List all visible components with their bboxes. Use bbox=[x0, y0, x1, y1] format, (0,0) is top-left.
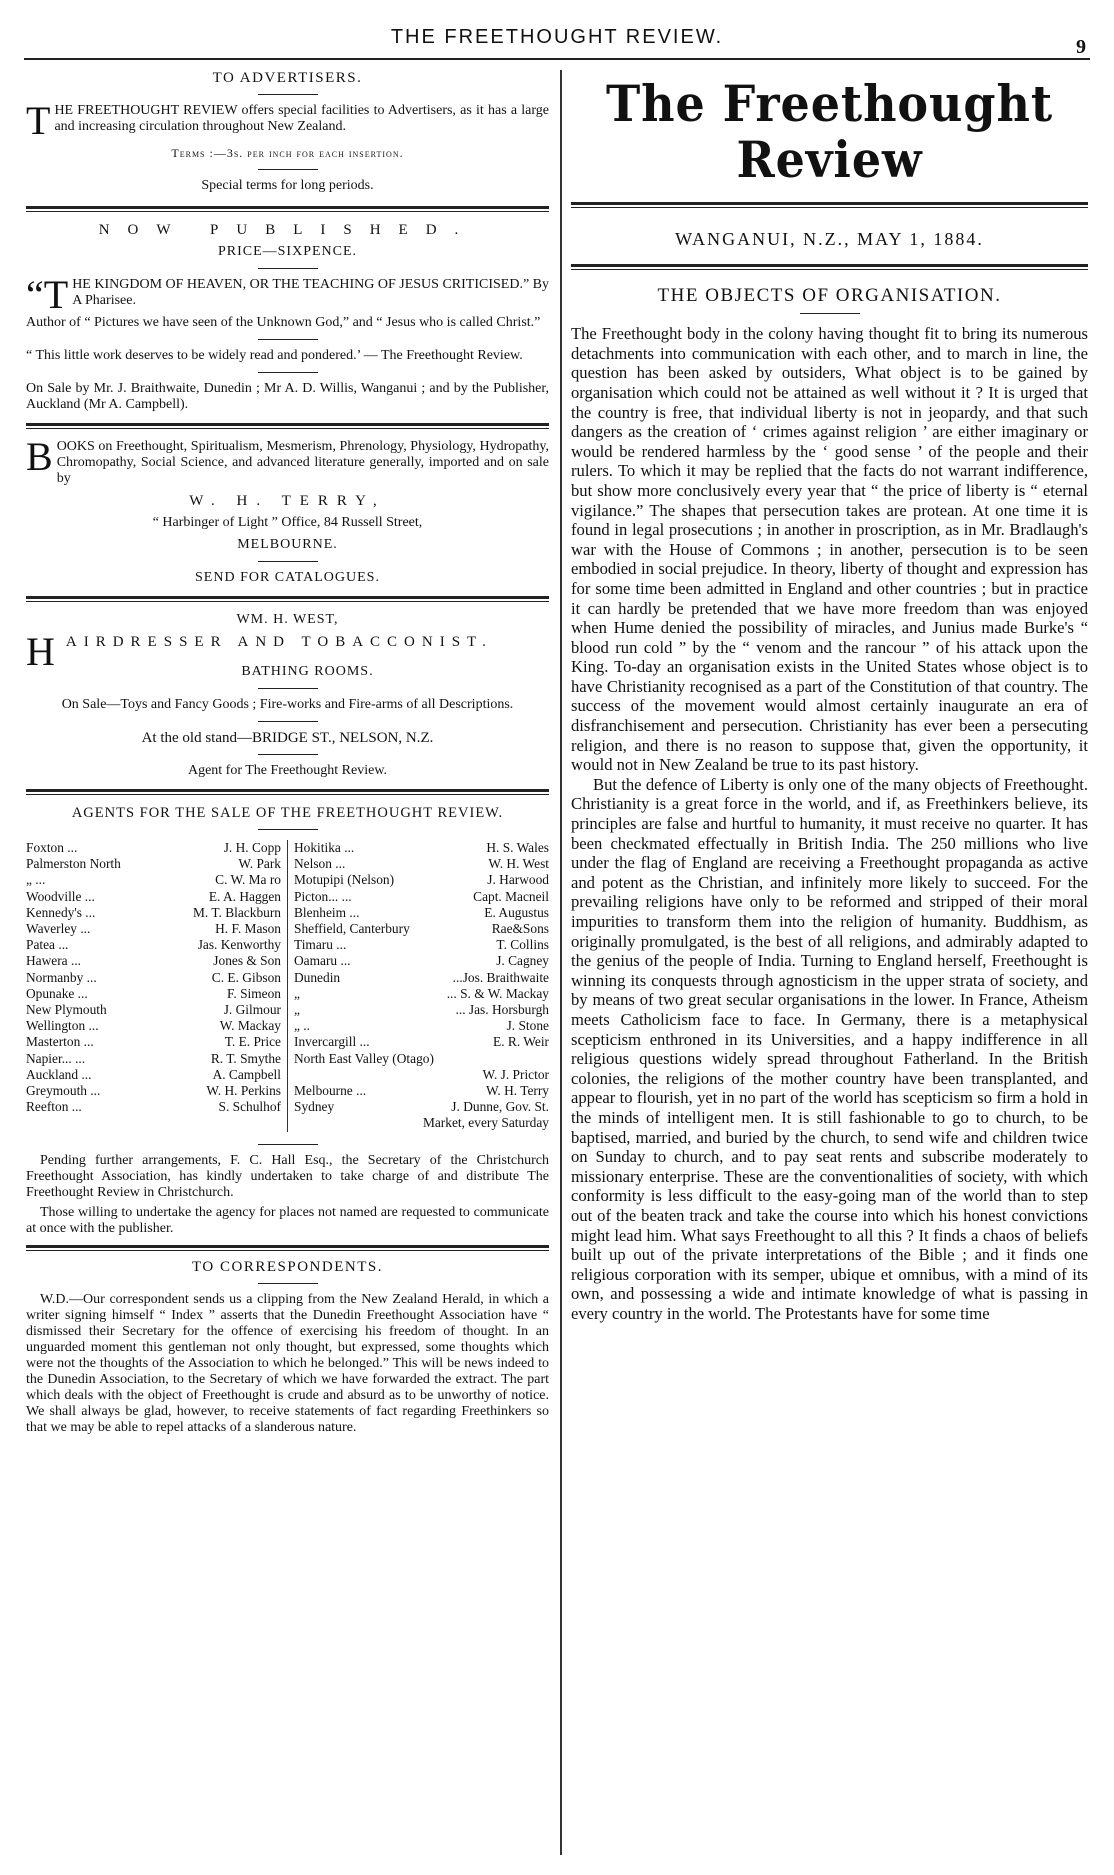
west-on-sale: On Sale—Toys and Fancy Goods ; Fire-works and Fire-arms of all Descriptions. bbox=[61, 697, 514, 712]
section-rule bbox=[26, 1245, 549, 1248]
agent-town: Hokitika ... bbox=[294, 840, 355, 855]
agents-right-column bbox=[288, 840, 549, 1132]
agent-row bbox=[294, 953, 549, 969]
agent-name: W. J. Prictor bbox=[482, 1066, 549, 1082]
agent-town: Reefton ... bbox=[26, 1099, 82, 1115]
agent-name: Rae&Sons bbox=[491, 921, 549, 937]
masthead-rule bbox=[571, 207, 1088, 208]
article-body bbox=[571, 324, 1088, 1323]
send-for-catalogues: SEND FOR CATALOGUES. bbox=[195, 570, 380, 585]
agent-row bbox=[294, 905, 549, 921]
section-rule bbox=[26, 794, 549, 795]
agent-row bbox=[26, 872, 281, 888]
agent-row bbox=[26, 953, 281, 969]
book-title: “THE KINGDOM OF HEAVEN, OR THE TEACHING OF JESUS CRITICISED.” By A Pharisee. bbox=[26, 272, 549, 317]
west-hairdresser-section bbox=[26, 612, 549, 779]
short-rule bbox=[258, 268, 318, 269]
agent-row bbox=[26, 1051, 281, 1067]
agent-row bbox=[26, 937, 281, 953]
agent-name: S. Schulhof bbox=[218, 1099, 281, 1115]
agent-row bbox=[26, 1002, 281, 1018]
agent-name: M. T. Blackburn bbox=[192, 904, 281, 920]
agent-town: „ bbox=[294, 985, 300, 1001]
agent-name: ... Jas. Horsburgh bbox=[455, 1002, 549, 1018]
dropcap-letter: “T bbox=[26, 272, 69, 317]
short-rule bbox=[258, 754, 318, 755]
agent-row bbox=[26, 921, 281, 937]
agent-row bbox=[294, 937, 549, 953]
agents-willing-note: Those willing to undertake the agency for places not named are requested to communicate at once with the publisher. bbox=[26, 1204, 549, 1236]
dateline-rule bbox=[571, 264, 1088, 267]
agent-name: J. Stone bbox=[506, 1018, 549, 1034]
header-rule bbox=[24, 58, 1090, 60]
agent-town: Melbourne ... bbox=[294, 1083, 367, 1099]
dateline: WANGANUI, N.Z., MAY 1, 1884. bbox=[675, 229, 984, 249]
agent-name: J. H. Copp bbox=[223, 840, 281, 855]
agent-name: ...Jos. Braithwaite bbox=[452, 969, 549, 985]
column-divider bbox=[560, 70, 562, 1855]
agent-name: E. Augustus bbox=[484, 904, 549, 920]
short-rule bbox=[258, 94, 318, 95]
agent-name: J. Cagney bbox=[496, 953, 549, 969]
dateline-rule bbox=[571, 269, 1088, 270]
agent-row bbox=[26, 1034, 281, 1050]
agent-name: J. Harwood bbox=[487, 872, 549, 888]
agent-row bbox=[26, 1067, 281, 1083]
dropcap-letter: B bbox=[26, 434, 53, 479]
book-author: Author of “ Pictures we have seen of the Unknown God,” and “ Jesus who is called Christ.” bbox=[26, 315, 541, 330]
agent-town bbox=[294, 1067, 483, 1083]
terry-name: W. H. TERRY, bbox=[189, 493, 386, 509]
section-rule bbox=[26, 596, 549, 599]
agent-town: Opunake ... bbox=[26, 985, 88, 1001]
running-title: THE FREETHOUGHT REVIEW. bbox=[390, 26, 724, 48]
section-rule bbox=[26, 428, 549, 429]
agent-name: E. A. Haggen bbox=[208, 888, 281, 904]
agent-town: Picton... ... bbox=[294, 888, 352, 904]
terry-city: MELBOURNE. bbox=[237, 537, 338, 552]
agent-name: Jas. Kenworthy bbox=[197, 937, 281, 953]
west-trade: HAIRDRESSER AND TOBACCONIST. bbox=[26, 629, 493, 674]
west-name: WM. H. WEST, bbox=[236, 612, 339, 627]
article-title: THE OBJECTS OF ORGANISATION. bbox=[657, 284, 1002, 306]
short-rule bbox=[258, 829, 318, 830]
agents-section bbox=[26, 805, 549, 1237]
left-column bbox=[26, 68, 549, 1436]
agent-town: Motupipi (Nelson) bbox=[294, 872, 395, 888]
west-agent-line: Agent for The Freethought Review. bbox=[187, 763, 388, 778]
agent-name: Capt. Macneil bbox=[473, 888, 549, 904]
agent-row bbox=[294, 889, 549, 905]
agent-town: North East Valley (Otago) bbox=[294, 1050, 434, 1066]
agents-pending-note: Pending further arrangements, F. C. Hall Esq., the Secretary of the Christchurch Freethought Association, has kindly undertaken to take charge of and distribute The Freethought Review in Christchurch. bbox=[26, 1152, 549, 1200]
short-rule bbox=[258, 721, 318, 722]
agent-name: H. S. Wales bbox=[486, 840, 549, 855]
agent-town: New Plymouth bbox=[26, 1002, 107, 1018]
terry-office: “ Harbinger of Light ” Office, 84 Russell Street, bbox=[152, 515, 423, 530]
agent-row bbox=[26, 1083, 281, 1099]
agent-row bbox=[294, 856, 549, 872]
agent-name: W. Mackay bbox=[219, 1018, 281, 1034]
agents-left-column bbox=[26, 840, 288, 1132]
agent-town bbox=[294, 1115, 423, 1131]
agent-row bbox=[294, 1018, 549, 1034]
agents-list bbox=[26, 840, 549, 1132]
bathing-rooms: BATHING ROOMS. bbox=[241, 664, 374, 679]
agent-row bbox=[26, 840, 281, 856]
agent-name: J. Gilmour bbox=[223, 1002, 281, 1018]
agent-name: W. H. Perkins bbox=[206, 1083, 281, 1099]
agent-name: R. T. Smythe bbox=[210, 1050, 281, 1066]
agent-town: Hawera ... bbox=[26, 953, 82, 969]
book-review-quote: “ This little work deserves to be widely read and pondered.’ — The Freethought Review. bbox=[26, 348, 523, 363]
west-stand: At the old stand—BRIDGE ST., NELSON, N.Z. bbox=[141, 730, 434, 746]
agents-title: AGENTS FOR THE SALE OF THE FREETHOUGHT REVIEW. bbox=[71, 805, 504, 821]
agent-town: Auckland ... bbox=[26, 1066, 92, 1082]
agent-row bbox=[26, 889, 281, 905]
short-rule bbox=[258, 1144, 318, 1145]
agent-town: Dunedin bbox=[294, 969, 341, 985]
article-paragraph: The Freethought body in the colony having thought fit to bring its numerous detachments into communication with each other, and to march in line, the question has been asked by outsiders, What object is to be gained by organisation which could not be attained as well without it ? It is urged that the country is free, that individual liberty is not in jeopardy, and that such dangers as the creation of ‘ crimes against religion ’ are either imaginary or would be rendered harmless by the ‘ good sense ’ of the people and their rulers. To which it may be replied that the facts do not warrant indifference, but show more conclusively every year that “ the price of liberty is “ eternal vigilance.” The shapes that persecution takes are protean. At one time it is found in legal prosecutions ; in another in proscription, as in Mr. Bradlaugh's war with the House of Commons ; in another, persecution is to be seen embodied in social prejudice. In theory, liberty of thought and expression has for some time been admitted in England and other countries ; but in practice it can hardly be pretended that we have more freedom than was enjoyed when Hume denied the possibility of miracles, and Junius made Burke's “ blood run cold ” by the “ venom and the rancour ” of his attack upon the King. To-day an organisation exists in the United States whose object is to have Christianity recognised as a part of the Constitution of that country. The success of the movement would almost certainly inaugurate an era of disfranchisement and persecution. Christianity has ever been a persecuting religion, and there is no reason to suppose that, given the opportunity, it would not in New Zealand be true to its past history. bbox=[571, 324, 1088, 775]
agent-row bbox=[294, 921, 549, 937]
short-rule bbox=[258, 1283, 318, 1284]
agent-row bbox=[294, 986, 549, 1002]
agent-row bbox=[294, 1099, 549, 1115]
agent-town: Nelson ... bbox=[294, 856, 346, 872]
agent-town: Wellington ... bbox=[26, 1018, 99, 1034]
advertisers-terms: Terms :—3s. per inch for each insertion. bbox=[171, 146, 404, 160]
agent-name: W. Park bbox=[238, 856, 281, 872]
agent-row bbox=[26, 1099, 281, 1115]
section-rule bbox=[26, 211, 549, 212]
masthead-rule bbox=[571, 202, 1088, 205]
page-number: 9 bbox=[1076, 36, 1086, 58]
agent-row bbox=[294, 1051, 549, 1067]
agent-name: J. Dunne, Gov. St. bbox=[451, 1099, 549, 1115]
agent-name: Market, every Saturday bbox=[422, 1115, 549, 1131]
agent-name: H. F. Mason bbox=[215, 921, 281, 937]
agent-town: „ bbox=[294, 1002, 300, 1018]
short-rule bbox=[258, 169, 318, 170]
correspondents-body: W.D.—Our correspondent sends us a clipping from the New Zealand Herald, in which a writer signing himself “ Index ” asserts that the Dunedin Freethought Association have “ dismissed their Secretary for the offence of exercising his freedom of thought. In an unguarded moment this gentleman not only thought, but expressed, some thoughts which were not the thoughts of the Association to which he belonged.” This will be news indeed to the Dunedin Association, to the Secretary of which we have forwarded the extract. The part which deals with the object of Freethought is crude and absurd as to be unworthy of notice. We shall always be glad, however, to receive statements of fact regarding Freethinkers so that we may be able to repel attacks of a slanderous nature. bbox=[26, 1291, 549, 1435]
agent-name: C. W. Ma ro bbox=[215, 872, 281, 888]
dropcap-letter: T bbox=[26, 98, 51, 143]
agent-town: Sydney bbox=[294, 1099, 335, 1115]
agent-town: Napier... ... bbox=[26, 1050, 86, 1066]
section-rule bbox=[26, 601, 549, 602]
agent-town: Patea ... bbox=[26, 937, 69, 953]
masthead: The Freethought Review bbox=[605, 74, 1054, 189]
agent-town: „ .. bbox=[294, 1018, 310, 1034]
agent-town: Normanby ... bbox=[26, 969, 97, 985]
agent-row bbox=[294, 1002, 549, 1018]
agent-town: Sheffield, Canterbury bbox=[294, 921, 410, 937]
agent-name: T. E. Price bbox=[224, 1034, 281, 1050]
correspondents-section bbox=[26, 1259, 549, 1436]
agent-town: Blenheim ... bbox=[294, 904, 360, 920]
section-rule bbox=[26, 423, 549, 426]
agent-town: Invercargill ... bbox=[294, 1034, 370, 1050]
section-rule bbox=[26, 1250, 549, 1251]
agent-name: F. Simeon bbox=[227, 985, 281, 1001]
short-rule bbox=[258, 688, 318, 689]
agent-name: ... S. & W. Mackay bbox=[446, 985, 549, 1001]
section-rule bbox=[26, 789, 549, 792]
agent-town: „ ... bbox=[26, 872, 46, 888]
advertisers-body: THE FREETHOUGHT REVIEW offers special facilities to Advertisers, as it has a large and increasing circulation throughout New Zealand. bbox=[26, 98, 549, 143]
short-rule bbox=[258, 372, 318, 373]
agent-town: Greymouth ... bbox=[26, 1083, 101, 1099]
to-advertisers-title: TO ADVERTISERS. bbox=[212, 70, 363, 86]
agent-town: Foxton ... bbox=[26, 840, 78, 855]
agent-town: Palmerston North bbox=[26, 856, 121, 872]
agent-town: Masterton ... bbox=[26, 1034, 94, 1050]
short-rule bbox=[258, 339, 318, 340]
price-line: PRICE—SIXPENCE. bbox=[217, 244, 358, 259]
books-body: BOOKS on Freethought, Spiritualism, Mesmerism, Phrenology, Physiology, Hydropathy, Chromopathy, Social Science, and advanced literature generally, imported and on sale by bbox=[26, 434, 549, 486]
agent-row bbox=[294, 970, 549, 986]
agent-row bbox=[294, 1067, 549, 1083]
agent-name: C. E. Gibson bbox=[211, 969, 281, 985]
right-column bbox=[571, 68, 1088, 1323]
agent-row bbox=[26, 856, 281, 872]
agent-town: Woodville ... bbox=[26, 888, 95, 904]
agent-name: W. H. West bbox=[488, 856, 549, 872]
short-rule bbox=[258, 561, 318, 562]
agent-name: A. Campbell bbox=[212, 1066, 281, 1082]
agent-row bbox=[26, 986, 281, 1002]
now-published-title: NOW PUBLISHED. bbox=[98, 222, 477, 238]
now-published-section bbox=[26, 222, 549, 413]
agent-name: W. H. Terry bbox=[485, 1083, 549, 1099]
agent-row bbox=[294, 1034, 549, 1050]
to-advertisers-section bbox=[26, 70, 549, 194]
section-rule bbox=[26, 206, 549, 209]
agent-row bbox=[294, 840, 549, 856]
advertisers-special-terms: Special terms for long periods. bbox=[201, 178, 374, 193]
agent-town: Oamaru ... bbox=[294, 953, 351, 969]
agent-name: E. R. Weir bbox=[493, 1034, 549, 1050]
dropcap-letter: H bbox=[26, 629, 62, 674]
agent-name: Jones & Son bbox=[213, 953, 281, 969]
agent-town: Kennedy's ... bbox=[26, 904, 96, 920]
agent-town: Timaru ... bbox=[294, 937, 347, 953]
short-rule bbox=[800, 313, 860, 314]
article-paragraph: But the defence of Liberty is only one of the many objects of Freethought. Christianity is a great force in the world, and if, as Freethinkers believe, its principles are false and hurtful to humanity, it must receive no quarter. It has been checkmated effectually in British India. The 250 millions who live under the flag of England are receiving a Freethought propaganda as active and potent as the Christian, and infinitely more likely to succeed. For the prevailing religions have only to be reformed and stripped of their moral impurities to transform them into the religion of humanity. Buddhism, as originally promulgated, is the best of all religions, and admirably adapted to the genius of the people of India. Turning to England herself, Freethought is winning its conquests through agnosticism in the upper strata of society, and by means of two great secular organisations in the lower. In France, Atheism meets Catholicism face to face. In Germany, there is a metaphysical scepticism enthroned in its Universities, and a happy indifference in all religious questions widely spread throughout Fatherland. In the British colonies, the religions of the mother country have been transplanted, and appear to flourish, yet in no part of the world has scepticism so firm a hold in the minds of intelligent men. It is still fashionable to go to church, to be baptised, married, and buried by the church, to send wife and children twice on Sunday to church, and to pay seat rents and subscribe moderately to missionary enterprise. These are the conventionalities of society, with which conformity is less difficult to the easy-going man of the world than to step out of the beaten track and take the course into which his honest convictions might lead him. What says Freethought to all this ? It finds a chaos of beliefs built up out of the private interpretations of the Bible ; and it finds one religious corporation with its semper, ubique et omnibus, with a mind of its own, and possessing a wide and intimate knowledge of what is passing in every country in the world. The Protestants have for some time bbox=[571, 774, 1088, 1323]
book-sale-info: On Sale by Mr. J. Braithwaite, Dunedin ; Mr A. D. Willis, Wanganui ; and by the Publisher, Auckland (Mr A. Campbell). bbox=[26, 381, 549, 412]
agent-row bbox=[26, 970, 281, 986]
correspondents-title: TO CORRESPONDENTS. bbox=[192, 1258, 383, 1275]
agent-row bbox=[26, 1018, 281, 1034]
agent-row bbox=[26, 905, 281, 921]
agent-row bbox=[294, 1083, 549, 1099]
agent-town: Waverley ... bbox=[26, 921, 91, 937]
agent-name: T. Collins bbox=[496, 937, 549, 953]
agent-row bbox=[294, 872, 549, 888]
agent-row bbox=[294, 1115, 549, 1131]
books-terry-section bbox=[26, 434, 549, 586]
